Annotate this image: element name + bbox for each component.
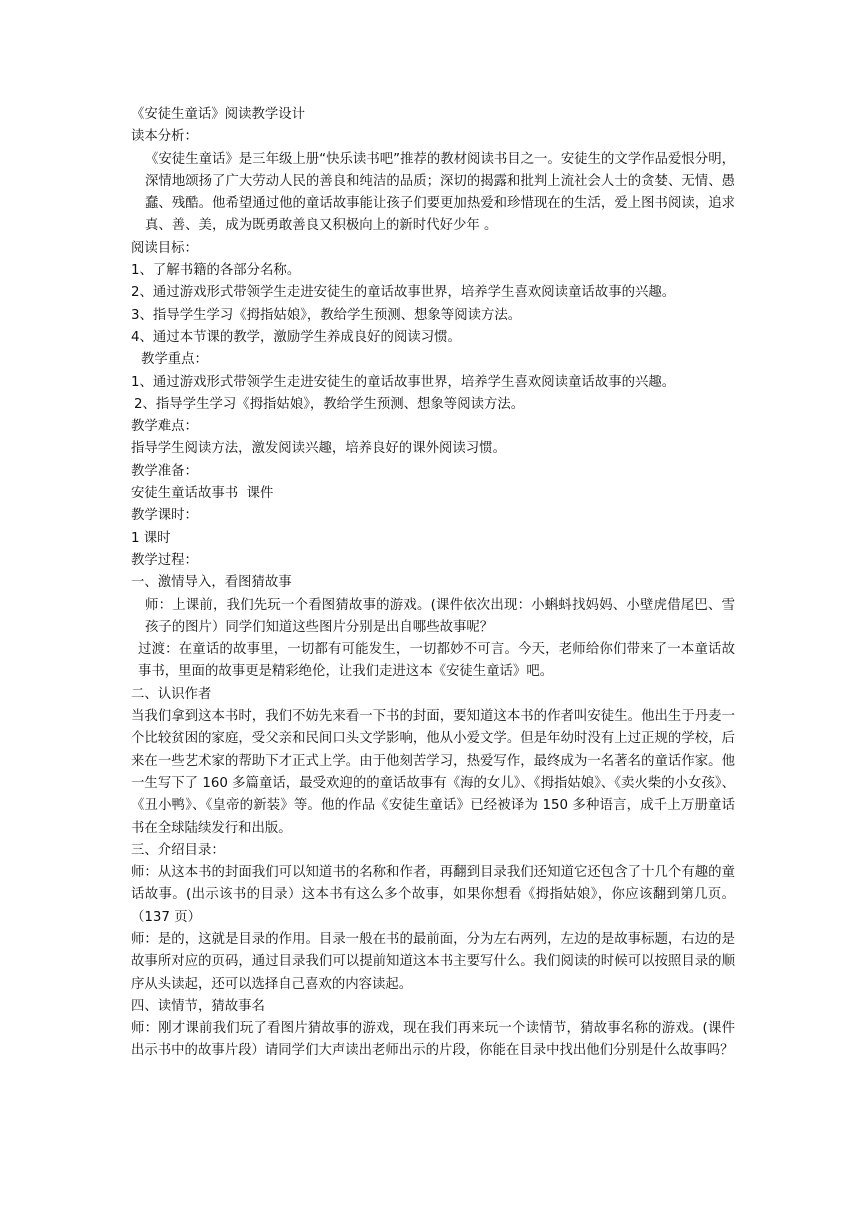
section-2-paragraph: 当我们拿到这本书时，我们不妨先来看一下书的封面，要知道这本书的作者叫安徒生。他出生于丹麦一个比较贫困的家庭，受父亲和民间口头文学影响，他从小爱文学。但是年幼时没有上过正规的学校，后来在一些艺术家的帮助下才正式上学。由于他刻苦学习，热爱写作，最终成为一名著名的童话作家。他一生写下了 160 多篇童话，最受欢迎的的童话故事有《海的女儿》、《拇指姑娘》、《卖火柴的小女孩》、《丑小鸭》、《皇帝的新装》等。他的作品《安徒生童话》已经被译为 150 多种语言，成千上万册童话书在全球陆续发行和出版。 <box>131 709 735 836</box>
focus-item: 1、通过游戏形式带领学生走进安徒生的童话故事世界，培养学生喜欢阅读童话故事的兴趣。 <box>131 374 676 390</box>
section-4-paragraph: 师：刚才课前我们玩了看图片猜故事的游戏，现在我们再来玩一个读情节，猜故事名称的游戏。(课件出示书中的故事片段）请同学们大声读出老师出示的片段，你能在目录中找出他们分别是什么故事吗？ <box>131 1021 735 1059</box>
goal-item: 3、指导学生学习《拇指姑娘》，教给学生预测、想象等阅读方法。 <box>131 307 522 323</box>
analysis-paragraph: 《安徒生童话》是三年级上册“快乐读书吧”推荐的教材阅读书目之一。安徒生的文学作品爱恨分明，深情地颂扬了广大劳动人民的善良和纯洁的品质；深切的揭露和批判上流社会人士的贪婪、无情、愚蠢、残酷。他希望通过他的童话故事能让孩子们要更加热爱和珍惜现在的生活，爱上图书阅读，追求真、善、美，成为既勇敢善良又积极向上的新时代好少年 。 <box>145 151 735 234</box>
goal-item: 2、通过游戏形式带领学生走进安徒生的童话故事世界，培养学生喜欢阅读童话故事的兴趣。 <box>131 285 676 301</box>
difficulty-text: 指导学生阅读方法，激发阅读兴趣，培养良好的课外阅读习惯。 <box>131 441 506 457</box>
section-1-paragraph: 师：上课前，我们先玩一个看图猜故事的游戏。(课件依次出现：小蝌蚪找妈妈、小壁虎借尾巴、雪孩子的图片）同学们知道这些图片分别是出自哪些故事呢？ <box>145 597 735 635</box>
goal-item: 1、了解书籍的各部分名称。 <box>131 263 301 279</box>
section-4-heading: 四、读情节，猜故事名 <box>131 998 265 1014</box>
prep-text: 安徒生童话故事书 课件 <box>131 486 274 502</box>
document-title: 《安徒生童话》阅读教学设计 <box>131 107 306 122</box>
analysis-heading: 读本分析： <box>131 129 198 145</box>
focus-item: 2、指导学生学习《拇指姑娘》，教给学生预测、想象等阅读方法。 <box>134 396 525 412</box>
section-1-transition: 过渡：在童话的故事里，一切都有可能发生，一切都妙不可言。今天，老师给你们带来了一本童话故事书，里面的故事更是精彩绝伦，让我们走进这本《安徒生童话》吧。 <box>138 642 735 680</box>
focus-heading: 教学重点： <box>141 352 208 368</box>
difficulty-heading: 教学难点： <box>131 419 198 435</box>
document-page <box>131 104 735 1063</box>
hours-heading: 教学课时： <box>131 508 198 524</box>
section-1-heading: 一、激情导入，看图猜故事 <box>131 575 292 591</box>
section-3-heading: 三、介绍目录： <box>131 842 225 858</box>
section-2-heading: 二、认识作者 <box>131 686 212 702</box>
process-heading: 教学过程： <box>131 552 198 568</box>
prep-heading: 教学准备： <box>131 463 198 479</box>
section-3-paragraph: 师：从这本书的封面我们可以知道书的名称和作者，再翻到目录我们还知道它还包含了十几个有趣的童话故事。(出示该书的目录）这本书有这么多个故事，如果你想看《拇指姑娘》，你应该翻到第几页。（137 页） <box>131 865 735 925</box>
goals-heading: 阅读目标： <box>131 240 198 256</box>
hours-text: 1 课时 <box>131 530 171 546</box>
goal-item: 4、通过本节课的教学，激励学生养成良好的阅读习惯。 <box>131 329 461 345</box>
section-3-paragraph: 师：是的，这就是目录的作用。目录一般在书的最前面，分为左右两列，左边的是故事标题，右边的是故事所对应的页码，通过目录我们可以提前知道这本书主要写什么。我们阅读的时候可以按照目录的顺序从头读起，还可以选择自己喜欢的内容读起。 <box>131 931 735 992</box>
